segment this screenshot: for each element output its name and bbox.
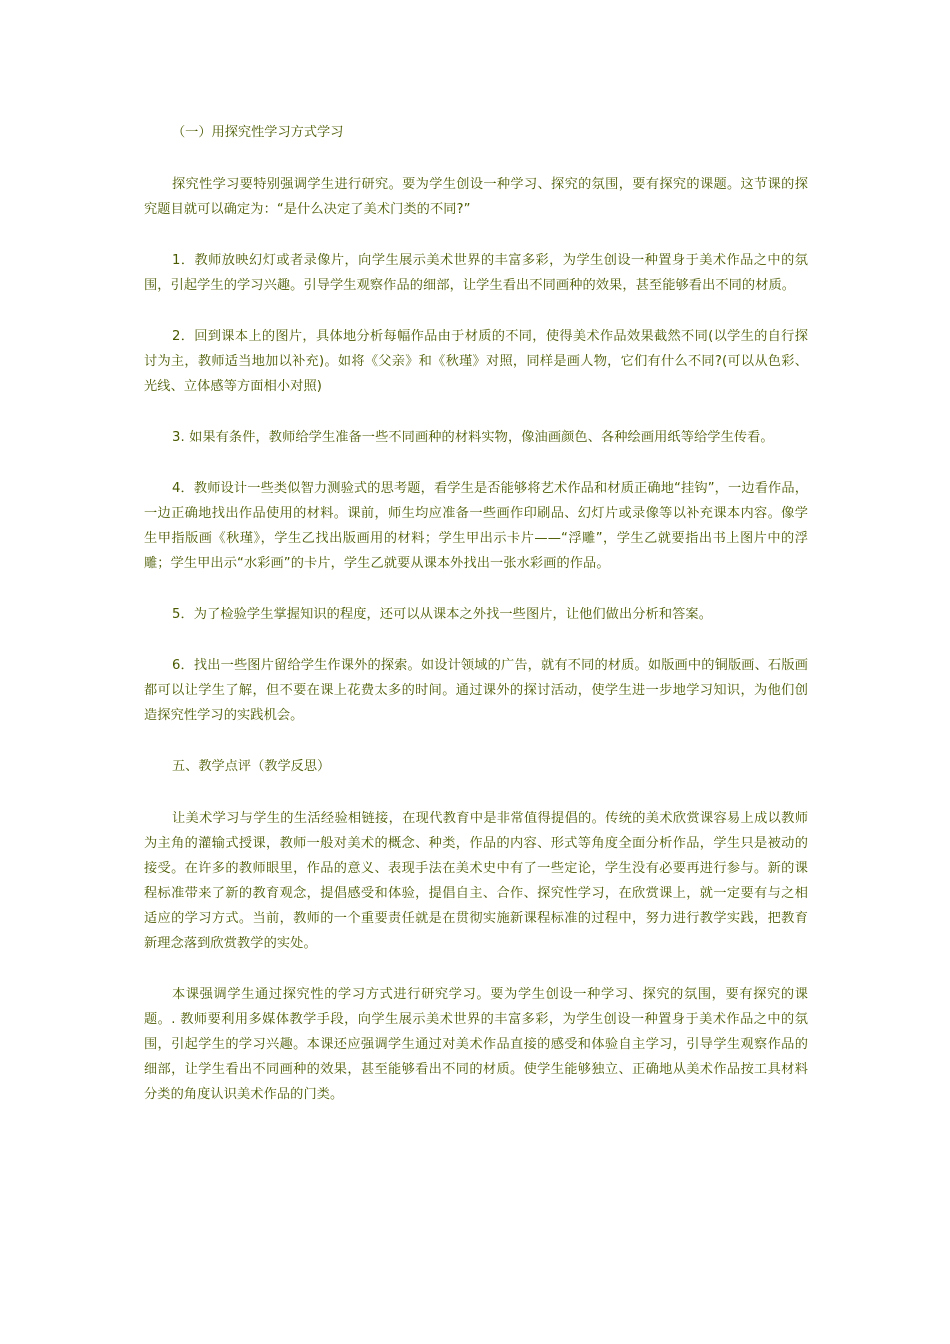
document-page — [144, 120, 808, 1133]
list-item: 5．为了检验学生掌握知识的程度，还可以从课本之外找一些图片，让他们做出分析和答案。 — [172, 607, 712, 622]
list-item: 6．找出一些图片留给学生作课外的探索。如设计领域的广告，就有不同的材质。如版画中的铜版画、石版画都可以让学生了解，但不要在课上花费太多的时间。通过课外的探讨活动，使学生进一步地学习知识，为他们创造探究性学习的实践机会。 — [144, 658, 808, 723]
list-item: 4．教师设计一些类似智力测验式的思考题，看学生是否能够将艺术作品和材质正确地“挂钩”，一边看作品，一边正确地找出作品使用的材料。课前，师生均应准备一些画作印刷品、幻灯片或录像等以补充课本内容。像学生甲指版画《秋瑾》，学生乙找出版画用的材料；学生甲出示卡片——“浮雕”，学生乙就要指出书上图片中的浮雕；学生甲出示“水彩画”的卡片，学生乙就要从课本外找出一张水彩画的作品。 — [144, 481, 808, 571]
section-one-heading: （一）用探究性学习方式学习 — [172, 125, 344, 140]
intro-paragraph: 探究性学习要特别强调学生进行研究。要为学生创设一种学习、探究的氛围，要有探究的课题。这节课的探究题目就可以确定为：“是什么决定了美术门类的不同?” — [144, 177, 808, 217]
section-five-heading: 五、教学点评（教学反思） — [172, 759, 331, 774]
list-item: 2．回到课本上的图片，具体地分析每幅作品由于材质的不同，使得美术作品效果截然不同(以学生的自行探讨为主，教师适当地加以补充)。如将《父亲》和《秋瑾》对照，同样是画人物，它们有什么不同?(可以从色彩、光线、立体感等方面相小对照) — [144, 329, 808, 394]
list-item: 1．教师放映幻灯或者录像片，向学生展示美术世界的丰富多彩，为学生创设一种置身于美术作品之中的氛围，引起学生的学习兴趣。引导学生观察作品的细部，让学生看出不同画种的效果，甚至能够看出不同的材质。 — [144, 253, 808, 293]
reflection-paragraph: 让美术学习与学生的生活经验相链接，在现代教育中是非常值得提倡的。传统的美术欣赏课容易上成以教师为主角的灌输式授课，教师一般对美术的概念、种类，作品的内容、形式等角度全面分析作品，学生只是被动的接受。在许多的教师眼里，作品的意义、表现手法在美术史中有了一些定论，学生没有必要再进行参与。新的课程标准带来了新的教育观念，提倡感受和体验，提倡自主、合作、探究性学习，在欣赏课上，就一定要有与之相适应的学习方式。当前，教师的一个重要责任就是在贯彻实施新课程标准的过程中，努力进行教学实践，把教育新理念落到欣赏教学的实处。 — [144, 811, 808, 951]
reflection-paragraph: 本课强调学生通过探究性的学习方式进行研究学习。要为学生创设一种学习、探究的氛围，要有探究的课题。. 教师要利用多媒体教学手段，向学生展示美术世界的丰富多彩，为学生创设一种置身于美术作品之中的氛围，引起学生的学习兴趣。本课还应强调学生通过对美术作品直接的感受和体验自主学习，引导学生观察作品的细部，让学生看出不同画种的效果，甚至能够看出不同的材质。使学生能够独立、正确地从美术作品按工具材料分类的角度认识美术作品的门类。 — [144, 987, 808, 1102]
list-item: 3. 如果有条件，教师给学生准备一些不同画种的材料实物，像油画颜色、各种绘画用纸等给学生传看。 — [172, 430, 774, 445]
